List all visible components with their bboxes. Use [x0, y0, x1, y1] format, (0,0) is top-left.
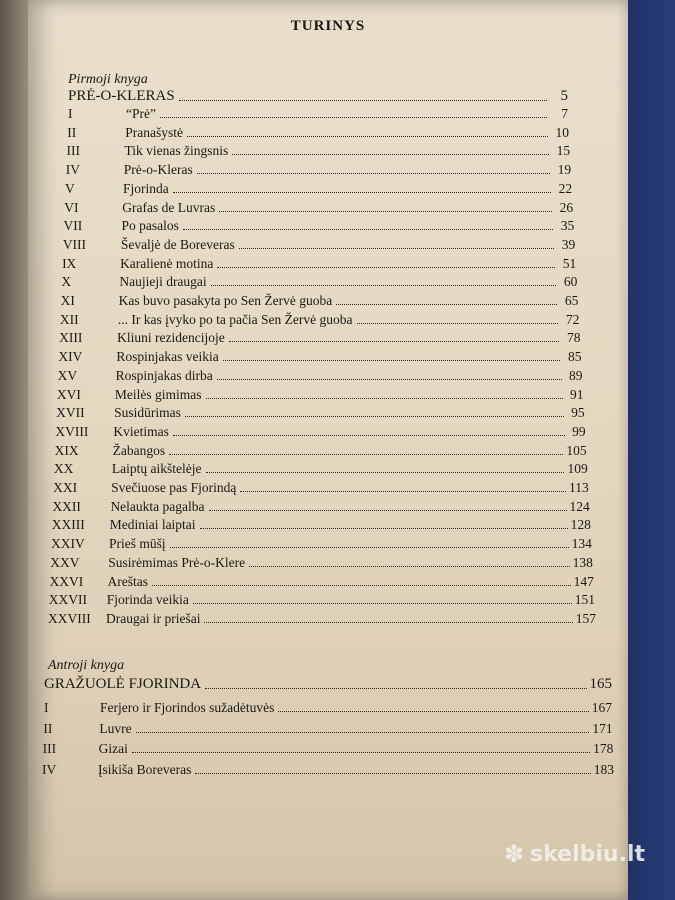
chapter-page: 105 [566, 442, 587, 458]
chapter-page: 72 [565, 311, 580, 327]
book2-heading-page: 165 [589, 676, 612, 692]
toc-row [50, 553, 593, 571]
toc-row [64, 198, 573, 216]
toc-row [67, 123, 569, 141]
chapter-number: II [43, 720, 53, 736]
toc-row [56, 403, 584, 421]
chapter-page: 171 [592, 720, 613, 736]
toc-row [42, 760, 614, 778]
chapter-page: 26 [559, 199, 574, 215]
chapter-title: “Prė” [126, 106, 156, 121]
chapter-page: 151 [574, 592, 595, 608]
toc-row [67, 141, 571, 159]
chapter-page: 91 [570, 386, 584, 402]
leader-dots [239, 248, 554, 249]
toc-row [52, 497, 589, 515]
chapter-page: 39 [561, 236, 576, 252]
leader-dots [183, 229, 553, 230]
dots-logo-icon: ✽ [503, 840, 525, 868]
chapter-page: 35 [560, 218, 575, 234]
chapter-page: 78 [566, 330, 581, 346]
toc-row [49, 590, 595, 608]
chapter-title: Meilės gimimas [114, 386, 202, 402]
chapter-page: 89 [569, 367, 583, 383]
leader-dots [211, 285, 557, 286]
chapter-number: XVIII [55, 423, 89, 439]
toc-row [62, 254, 576, 272]
book1-heading-title: PRĖ-O-KLERAS [68, 88, 175, 104]
chapter-number: II [67, 124, 77, 140]
book2-heading [44, 676, 612, 693]
toc-row [43, 719, 612, 737]
chapter-title: Nelaukta pagalba [110, 498, 205, 514]
chapter-title: Gizai [98, 741, 128, 756]
leader-dots [205, 688, 586, 689]
chapter-title: Karalienė motina [120, 255, 214, 271]
chapter-number: III [66, 143, 81, 159]
leader-dots [240, 491, 566, 492]
chapter-title: Prieš mūšį [108, 536, 166, 552]
chapter-number: XIII [59, 330, 83, 346]
chapter-number: XI [60, 293, 75, 308]
toc-row [44, 698, 612, 716]
chapter-title: Rospinjakas veikia [116, 349, 219, 365]
chapter-page: 178 [593, 741, 614, 756]
leader-dots [200, 528, 568, 529]
chapter-number: XXVIII [48, 610, 91, 626]
chapter-number: XVII [56, 405, 85, 421]
leader-dots [152, 585, 571, 586]
leader-dots [249, 566, 570, 567]
chapter-number: XIV [58, 349, 83, 365]
chapter-number: XVI [56, 386, 81, 402]
chapter-title: Rospinjakas dirba [115, 367, 213, 383]
leader-dots [136, 732, 590, 733]
chapter-number: I [68, 106, 73, 121]
chapter-title: Svečiuose pas Fjorindą [111, 480, 237, 495]
leader-dots [179, 100, 547, 101]
chapter-page: 15 [556, 143, 571, 159]
chapter-number: XII [59, 311, 79, 327]
chapter-page: 134 [571, 536, 592, 552]
toc-row [59, 328, 580, 346]
leader-dots [357, 323, 559, 324]
chapter-title: Areštas [107, 573, 148, 589]
watermark-text: skelbiu.lt [530, 841, 645, 867]
chapter-title: Ševaljė de Boreveras [120, 236, 235, 252]
chapter-title: Pranašystė [125, 124, 183, 140]
chapter-title: Kas buvo pasakyta po Sen Žervė guoba [118, 293, 333, 308]
chapter-number: XV [57, 367, 78, 383]
chapter-title: Grafas de Luvras [122, 199, 216, 215]
chapter-page: 124 [569, 498, 590, 514]
chapter-page: 183 [593, 761, 614, 777]
chapter-page: 85 [567, 349, 582, 365]
leader-dots [185, 416, 564, 417]
chapter-title: Tik vienas žingsnis [124, 143, 229, 159]
chapter-number: XXI [53, 480, 78, 495]
chapter-number: XIX [54, 442, 79, 458]
chapter-number: XXIV [50, 536, 85, 552]
chapter-number: VII [63, 218, 83, 234]
chapter-page: 60 [563, 274, 578, 290]
leader-dots [229, 341, 560, 342]
toc-row [48, 609, 596, 627]
toc-row [66, 160, 571, 178]
chapter-title: Prė-o-Kleras [123, 162, 193, 178]
toc-row [68, 104, 568, 122]
chapter-page: 113 [568, 480, 589, 495]
chapter-page: 51 [562, 255, 577, 271]
leader-dots [193, 603, 572, 604]
chapter-title: Kvietimas [113, 423, 169, 439]
leader-dots [170, 547, 569, 548]
chapter-title: Žabangos [112, 442, 166, 458]
toc-row [57, 385, 584, 403]
chapter-title: Susirėmimas Prė-o-Klere [108, 554, 246, 570]
chapter-title: Naujieji draugai [119, 274, 207, 290]
book1-label: Pirmoji knyga [68, 72, 148, 87]
leader-dots [173, 192, 551, 193]
leader-dots [278, 711, 588, 712]
chapter-number: V [65, 180, 75, 196]
book2-label: Antroji knyga [48, 658, 125, 673]
chapter-page: 109 [567, 461, 588, 477]
chapter-number: IV [42, 761, 57, 777]
chapter-title: Ferjero ir Fjorindos sužadėtuvės [100, 700, 275, 715]
chapter-title: ... Ir kas įvyko po ta pačia Sen Žervė guoba [117, 311, 353, 327]
book1-heading [68, 88, 568, 105]
book1-heading-page: 5 [560, 88, 568, 104]
chapter-number: IX [62, 255, 77, 271]
leader-dots [195, 773, 590, 774]
leader-dots [206, 472, 565, 473]
toc-row [43, 739, 614, 757]
book-page [28, 0, 628, 900]
leader-dots [217, 379, 562, 380]
chapter-number: XXV [50, 554, 80, 570]
chapter-title: Fjorinda [123, 180, 169, 196]
toc-row [64, 216, 575, 234]
chapter-page: 138 [572, 554, 593, 570]
chapter-page: 99 [572, 423, 586, 439]
leader-dots [132, 752, 590, 753]
chapter-title: Laiptų aikštelėje [111, 461, 202, 477]
chapter-title: Luvre [99, 720, 132, 736]
leader-dots [209, 510, 567, 511]
chapter-title: Draugai ir priešai [106, 610, 201, 626]
toc-row [51, 534, 592, 552]
chapter-page: 95 [571, 405, 585, 421]
leader-dots [204, 622, 572, 623]
chapter-number: XX [53, 461, 74, 477]
toc-row [54, 459, 588, 477]
chapter-page: 147 [573, 573, 594, 589]
leader-dots [187, 136, 548, 137]
chapter-page: 22 [558, 180, 573, 196]
chapter-number: XXIII [51, 517, 85, 533]
toc-row [58, 347, 581, 365]
chapter-number: XXII [52, 498, 81, 514]
chapter-number: IV [65, 162, 81, 178]
toc-row [61, 291, 579, 309]
leader-dots [336, 304, 557, 305]
toc-row [49, 572, 593, 590]
leader-dots [160, 117, 547, 118]
chapter-title: Įsikiša Boreveras [98, 761, 192, 777]
leader-dots [223, 360, 561, 361]
chapter-number: VIII [62, 236, 87, 252]
chapter-title: Susidūrimas [114, 405, 181, 421]
watermark [504, 840, 645, 868]
leader-dots [217, 267, 555, 268]
toc-row [55, 422, 585, 440]
chapter-page: 128 [570, 517, 591, 533]
chapter-page: 65 [564, 293, 579, 308]
leader-dots [219, 211, 552, 212]
toc-row [55, 441, 587, 459]
chapter-page: 7 [561, 106, 568, 121]
chapter-page: 157 [575, 610, 596, 626]
chapter-page: 10 [555, 124, 570, 140]
chapter-title: Mediniai laiptai [109, 517, 196, 533]
leader-dots [197, 173, 550, 174]
leader-dots [169, 454, 563, 455]
chapter-title: Fjorinda veikia [106, 592, 189, 608]
chapter-number: VI [64, 199, 79, 215]
toc-row [63, 235, 575, 253]
chapter-title: Kliuni rezidencijoje [117, 330, 225, 346]
chapter-number: III [42, 741, 57, 756]
chapter-number: X [61, 274, 72, 290]
leader-dots [232, 154, 549, 155]
toc-row [60, 310, 580, 328]
chapter-page: 167 [591, 700, 612, 715]
chapter-number: XXVII [48, 592, 87, 608]
book2-heading-title: GRAŽUOLĖ FJORINDA [44, 676, 202, 692]
chapter-number: I [44, 700, 49, 715]
chapter-number: XXVI [49, 573, 84, 589]
toc-row [65, 179, 572, 197]
toc-row [61, 272, 577, 290]
chapter-title: Po pasalos [121, 218, 179, 234]
page-title: TURINYS [290, 18, 366, 34]
toc-row [58, 366, 583, 384]
leader-dots [206, 398, 563, 399]
toc-row [52, 515, 591, 533]
leader-dots [173, 435, 565, 436]
toc-row [53, 478, 589, 496]
chapter-page: 19 [557, 162, 572, 178]
